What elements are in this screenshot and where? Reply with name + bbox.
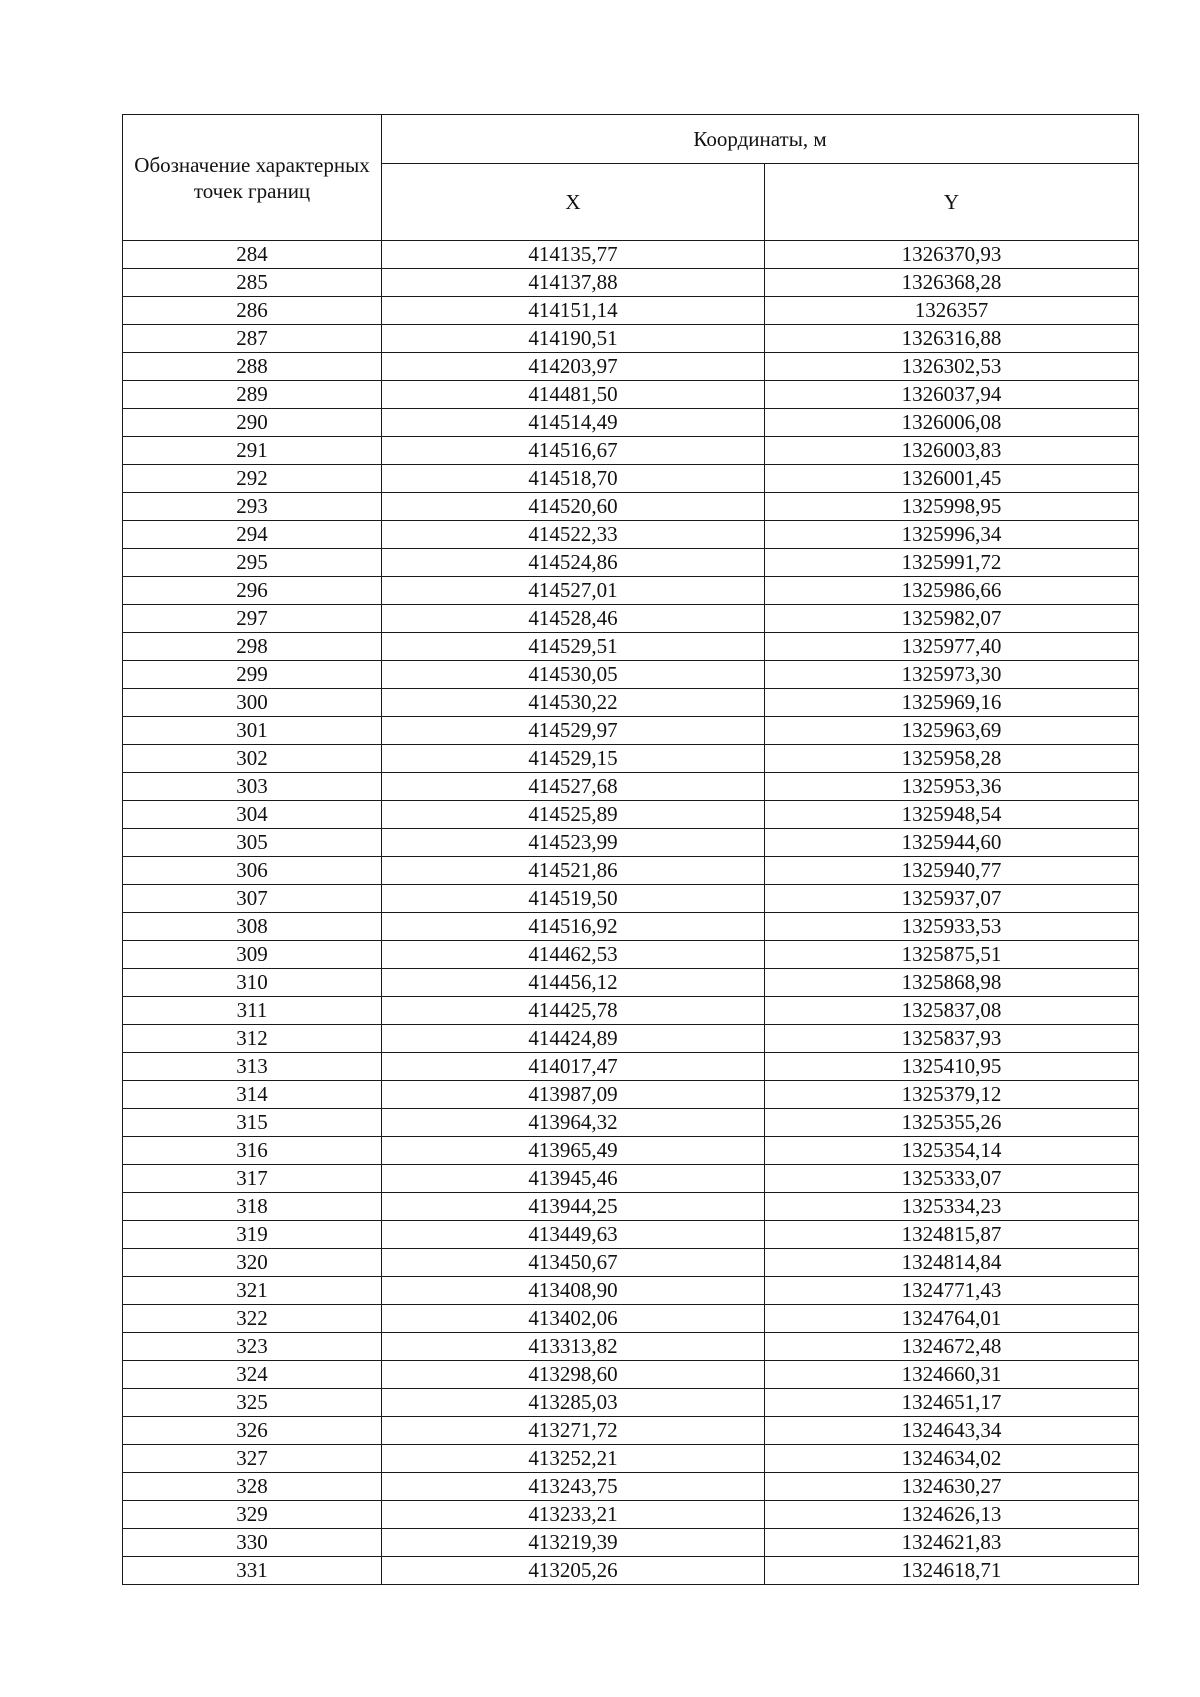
x-coordinate-cell: 413964,32 [382, 1109, 765, 1137]
point-number-cell: 287 [123, 325, 382, 353]
point-number-cell: 301 [123, 717, 382, 745]
point-number-cell: 284 [123, 241, 382, 269]
table-row [123, 1501, 1139, 1529]
table-row [123, 269, 1139, 297]
x-coordinate-cell: 414456,12 [382, 969, 765, 997]
x-coordinate-cell: 413219,39 [382, 1529, 765, 1557]
x-coordinate-cell: 414190,51 [382, 325, 765, 353]
y-coordinate-cell: 1325953,36 [765, 773, 1139, 801]
table-row [123, 1081, 1139, 1109]
table-row [123, 409, 1139, 437]
point-number-cell: 325 [123, 1389, 382, 1417]
point-number-cell: 313 [123, 1053, 382, 1081]
x-coordinate-cell: 414527,68 [382, 773, 765, 801]
table-row [123, 549, 1139, 577]
x-coordinate-cell: 414516,92 [382, 913, 765, 941]
table-row [123, 1137, 1139, 1165]
y-coordinate-cell: 1325986,66 [765, 577, 1139, 605]
point-number-cell: 298 [123, 633, 382, 661]
y-coordinate-cell: 1326368,28 [765, 269, 1139, 297]
y-coordinate-cell: 1326006,08 [765, 409, 1139, 437]
y-coordinate-cell: 1325948,54 [765, 801, 1139, 829]
point-number-cell: 303 [123, 773, 382, 801]
point-number-cell: 316 [123, 1137, 382, 1165]
point-number-cell: 305 [123, 829, 382, 857]
x-coordinate-cell: 414530,22 [382, 689, 765, 717]
y-coordinate-cell: 1324764,01 [765, 1305, 1139, 1333]
point-number-cell: 311 [123, 997, 382, 1025]
table-header [123, 115, 1139, 241]
x-coordinate-cell: 414523,99 [382, 829, 765, 857]
x-coordinate-cell: 414514,49 [382, 409, 765, 437]
table-row [123, 1165, 1139, 1193]
table-row [123, 1109, 1139, 1137]
y-coordinate-cell: 1325837,93 [765, 1025, 1139, 1053]
point-number-cell: 307 [123, 885, 382, 913]
x-coordinate-cell: 414530,05 [382, 661, 765, 689]
table-row [123, 241, 1139, 269]
x-coordinate-cell: 413233,21 [382, 1501, 765, 1529]
point-number-cell: 318 [123, 1193, 382, 1221]
y-coordinate-cell: 1325875,51 [765, 941, 1139, 969]
table-row [123, 1361, 1139, 1389]
table-row [123, 689, 1139, 717]
y-coordinate-cell: 1326037,94 [765, 381, 1139, 409]
y-coordinate-cell: 1324643,34 [765, 1417, 1139, 1445]
y-coordinate-cell: 1325963,69 [765, 717, 1139, 745]
point-number-cell: 324 [123, 1361, 382, 1389]
table-row [123, 913, 1139, 941]
point-number-cell: 299 [123, 661, 382, 689]
x-coordinate-cell: 414529,15 [382, 745, 765, 773]
y-coordinate-cell: 1324651,17 [765, 1389, 1139, 1417]
x-coordinate-cell: 413285,03 [382, 1389, 765, 1417]
point-number-cell: 290 [123, 409, 382, 437]
point-number-cell: 322 [123, 1305, 382, 1333]
point-number-cell: 286 [123, 297, 382, 325]
point-number-cell: 296 [123, 577, 382, 605]
table-row [123, 465, 1139, 493]
y-coordinate-cell: 1324630,27 [765, 1473, 1139, 1501]
y-coordinate-cell: 1325991,72 [765, 549, 1139, 577]
y-coordinate-cell: 1325868,98 [765, 969, 1139, 997]
x-coordinate-cell: 414525,89 [382, 801, 765, 829]
table-row [123, 1417, 1139, 1445]
point-number-cell: 288 [123, 353, 382, 381]
y-coordinate-cell: 1325354,14 [765, 1137, 1139, 1165]
y-coordinate-cell: 1326357 [765, 297, 1139, 325]
y-coordinate-cell: 1325940,77 [765, 857, 1139, 885]
table-row [123, 1305, 1139, 1333]
y-coordinate-cell: 1325334,23 [765, 1193, 1139, 1221]
point-number-cell: 320 [123, 1249, 382, 1277]
x-coordinate-cell: 414527,01 [382, 577, 765, 605]
y-coordinate-cell: 1324814,84 [765, 1249, 1139, 1277]
table-row [123, 1277, 1139, 1305]
x-coordinate-cell: 414524,86 [382, 549, 765, 577]
point-number-cell: 302 [123, 745, 382, 773]
x-coordinate-cell: 414522,33 [382, 521, 765, 549]
y-coordinate-cell: 1325977,40 [765, 633, 1139, 661]
y-coordinate-cell: 1325969,16 [765, 689, 1139, 717]
x-coordinate-cell: 414203,97 [382, 353, 765, 381]
x-coordinate-cell: 414424,89 [382, 1025, 765, 1053]
table-row [123, 297, 1139, 325]
point-number-cell: 328 [123, 1473, 382, 1501]
point-number-cell: 289 [123, 381, 382, 409]
table-row [123, 969, 1139, 997]
y-coordinate-cell: 1325958,28 [765, 745, 1139, 773]
table-row [123, 521, 1139, 549]
x-coordinate-cell: 414481,50 [382, 381, 765, 409]
table-row [123, 1025, 1139, 1053]
point-number-cell: 291 [123, 437, 382, 465]
point-number-cell: 312 [123, 1025, 382, 1053]
table-row [123, 577, 1139, 605]
point-number-cell: 309 [123, 941, 382, 969]
x-coordinate-cell: 413243,75 [382, 1473, 765, 1501]
point-number-cell: 295 [123, 549, 382, 577]
x-coordinate-cell: 413449,63 [382, 1221, 765, 1249]
point-number-cell: 294 [123, 521, 382, 549]
x-coordinate-cell: 414529,97 [382, 717, 765, 745]
x-coordinate-cell: 413945,46 [382, 1165, 765, 1193]
table-row [123, 1445, 1139, 1473]
point-number-cell: 329 [123, 1501, 382, 1529]
y-coordinate-cell: 1325410,95 [765, 1053, 1139, 1081]
y-coordinate-cell: 1324771,43 [765, 1277, 1139, 1305]
table-body [123, 241, 1139, 1585]
table-row [123, 1193, 1139, 1221]
table-row [123, 325, 1139, 353]
x-coordinate-cell: 414151,14 [382, 297, 765, 325]
point-number-cell: 315 [123, 1109, 382, 1137]
point-number-cell: 297 [123, 605, 382, 633]
y-coordinate-cell: 1326316,88 [765, 325, 1139, 353]
x-coordinate-cell: 413987,09 [382, 1081, 765, 1109]
x-coordinate-cell: 414137,88 [382, 269, 765, 297]
table-row [123, 773, 1139, 801]
y-coordinate-cell: 1324621,83 [765, 1529, 1139, 1557]
y-coordinate-cell: 1325973,30 [765, 661, 1139, 689]
table-row [123, 1389, 1139, 1417]
y-coordinate-cell: 1324626,13 [765, 1501, 1139, 1529]
point-number-cell: 331 [123, 1557, 382, 1585]
coordinates-header: Координаты, м [382, 115, 1139, 164]
y-coordinate-cell: 1325379,12 [765, 1081, 1139, 1109]
y-coordinate-cell: 1326302,53 [765, 353, 1139, 381]
point-number-cell: 310 [123, 969, 382, 997]
table-row [123, 857, 1139, 885]
x-coordinate-cell: 414017,47 [382, 1053, 765, 1081]
table-row [123, 1221, 1139, 1249]
y-coordinate-cell: 1326003,83 [765, 437, 1139, 465]
table-row [123, 1053, 1139, 1081]
x-coordinate-cell: 414529,51 [382, 633, 765, 661]
table-row [123, 1529, 1139, 1557]
table-row [123, 605, 1139, 633]
y-coordinate-cell: 1325937,07 [765, 885, 1139, 913]
point-number-cell: 304 [123, 801, 382, 829]
table-row [123, 941, 1139, 969]
x-coordinate-cell: 413965,49 [382, 1137, 765, 1165]
point-number-cell: 326 [123, 1417, 382, 1445]
x-coordinate-cell: 413408,90 [382, 1277, 765, 1305]
point-number-cell: 314 [123, 1081, 382, 1109]
x-coordinate-cell: 414135,77 [382, 241, 765, 269]
y-coordinate-cell: 1325355,26 [765, 1109, 1139, 1137]
table-row [123, 801, 1139, 829]
table-row [123, 633, 1139, 661]
y-coordinate-cell: 1325933,53 [765, 913, 1139, 941]
x-coordinate-cell: 414528,46 [382, 605, 765, 633]
point-number-cell: 321 [123, 1277, 382, 1305]
y-coordinate-cell: 1325837,08 [765, 997, 1139, 1025]
table-row [123, 493, 1139, 521]
x-coordinate-cell: 414462,53 [382, 941, 765, 969]
point-number-cell: 306 [123, 857, 382, 885]
table-row [123, 1333, 1139, 1361]
point-number-cell: 317 [123, 1165, 382, 1193]
y-coordinate-cell: 1325944,60 [765, 829, 1139, 857]
y-coordinate-cell: 1325998,95 [765, 493, 1139, 521]
x-coordinate-cell: 414516,67 [382, 437, 765, 465]
y-coordinate-cell: 1324672,48 [765, 1333, 1139, 1361]
x-coordinate-cell: 414520,60 [382, 493, 765, 521]
x-coordinate-cell: 414425,78 [382, 997, 765, 1025]
y-coordinate-cell: 1326370,93 [765, 241, 1139, 269]
y-coordinate-cell: 1325333,07 [765, 1165, 1139, 1193]
y-coordinate-cell: 1325996,34 [765, 521, 1139, 549]
table-row [123, 437, 1139, 465]
boundary-coordinates-table [122, 114, 1139, 1585]
table-row [123, 1557, 1139, 1585]
point-number-cell: 292 [123, 465, 382, 493]
point-number-cell: 323 [123, 1333, 382, 1361]
y-coordinate-cell: 1326001,45 [765, 465, 1139, 493]
table-row [123, 829, 1139, 857]
y-coordinate-cell: 1324634,02 [765, 1445, 1139, 1473]
y-coordinate-cell: 1325982,07 [765, 605, 1139, 633]
x-coordinate-cell: 413298,60 [382, 1361, 765, 1389]
table-row [123, 661, 1139, 689]
table-row [123, 1249, 1139, 1277]
table-row [123, 885, 1139, 913]
table-row [123, 353, 1139, 381]
point-number-cell: 327 [123, 1445, 382, 1473]
x-coordinate-cell: 413205,26 [382, 1557, 765, 1585]
point-designation-header: Обозначение характерных точек границ [123, 115, 382, 241]
x-coordinate-cell: 413944,25 [382, 1193, 765, 1221]
x-coordinate-cell: 413450,67 [382, 1249, 765, 1277]
point-number-cell: 319 [123, 1221, 382, 1249]
point-number-cell: 330 [123, 1529, 382, 1557]
y-coordinate-cell: 1324618,71 [765, 1557, 1139, 1585]
x-coordinate-cell: 413313,82 [382, 1333, 765, 1361]
point-number-cell: 308 [123, 913, 382, 941]
x-coordinate-cell: 414519,50 [382, 885, 765, 913]
table-row [123, 381, 1139, 409]
x-coordinate-cell: 413252,21 [382, 1445, 765, 1473]
point-number-cell: 300 [123, 689, 382, 717]
table-row [123, 997, 1139, 1025]
x-coordinate-cell: 413402,06 [382, 1305, 765, 1333]
x-coordinate-cell: 414521,86 [382, 857, 765, 885]
table-row [123, 745, 1139, 773]
y-coordinate-cell: 1324815,87 [765, 1221, 1139, 1249]
x-coordinate-cell: 413271,72 [382, 1417, 765, 1445]
x-column-header: X [382, 164, 765, 241]
y-coordinate-cell: 1324660,31 [765, 1361, 1139, 1389]
point-number-cell: 285 [123, 269, 382, 297]
y-column-header: Y [765, 164, 1139, 241]
table-row [123, 717, 1139, 745]
point-number-cell: 293 [123, 493, 382, 521]
x-coordinate-cell: 414518,70 [382, 465, 765, 493]
table-row [123, 1473, 1139, 1501]
